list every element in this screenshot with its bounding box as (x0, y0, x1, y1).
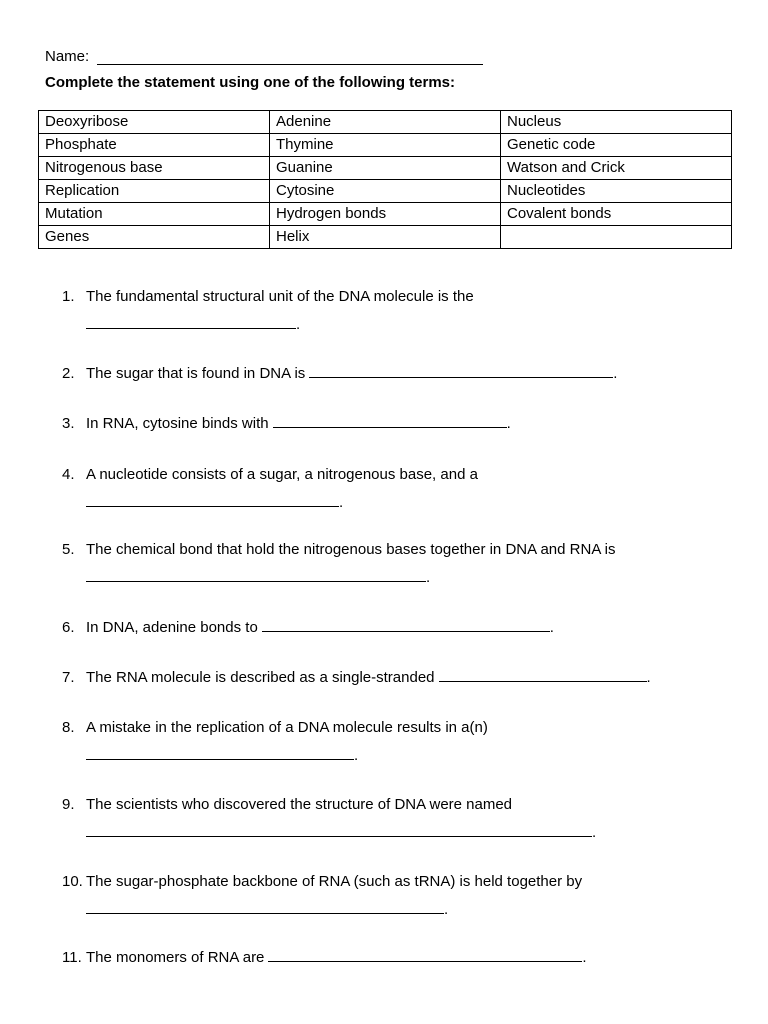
term-cell: Nucleotides (501, 180, 732, 203)
name-blank-line[interactable] (97, 50, 483, 65)
term-cell (501, 226, 732, 249)
question-7 (62, 667, 651, 688)
term-cell: Mutation (39, 203, 270, 226)
term-cell: Watson and Crick (501, 157, 732, 180)
answer-blank[interactable] (439, 667, 647, 682)
terms-table (38, 110, 732, 249)
question-9-answer-row (86, 822, 596, 843)
table-row (39, 226, 732, 249)
question-number: 9. (62, 796, 75, 813)
term-cell: Covalent bonds (501, 203, 732, 226)
question-10-answer-row (86, 899, 448, 920)
question-text: In DNA, adenine bonds to (86, 619, 258, 636)
term-cell: Nucleus (501, 111, 732, 134)
answer-blank[interactable] (273, 413, 507, 428)
question-9 (62, 795, 512, 815)
question-text: The scientists who discovered the structure of DNA were named (86, 796, 513, 813)
term-cell: Genes (39, 226, 270, 249)
term-cell: Replication (39, 180, 270, 203)
answer-blank[interactable] (86, 314, 296, 329)
table-row (39, 180, 732, 203)
answer-blank[interactable] (86, 492, 339, 507)
term-cell: Nitrogenous base (39, 157, 270, 180)
question-text: The chemical bond that hold the nitrogenous bases together in DNA and RNA is (86, 541, 616, 558)
question-number: 7. (62, 669, 75, 686)
question-number: 11. (62, 949, 82, 966)
question-1-answer-row (86, 314, 300, 335)
name-label: Name: (45, 48, 90, 65)
question-end: . (339, 494, 344, 511)
question-end: . (582, 949, 587, 966)
question-text: The sugar that is found in DNA is (86, 365, 306, 382)
question-text: A mistake in the replication of a DNA molecule results in a(n) (86, 719, 488, 736)
term-cell: Genetic code (501, 134, 732, 157)
instruction-heading: Complete the statement using one of the following terms: (45, 74, 456, 91)
term-cell: Hydrogen bonds (270, 203, 501, 226)
answer-blank[interactable] (86, 567, 426, 582)
question-number: 10. (62, 873, 83, 890)
question-end: . (296, 316, 301, 333)
question-text: The fundamental structural unit of the DNA molecule is the (86, 288, 474, 305)
answer-blank[interactable] (262, 617, 550, 632)
question-text: The RNA molecule is described as a single-stranded (86, 669, 435, 686)
question-number: 5. (62, 541, 75, 558)
question-number: 6. (62, 619, 75, 636)
table-row (39, 203, 732, 226)
question-end: . (592, 824, 597, 841)
question-text: The sugar-phosphate backbone of RNA (such as tRNA) is held together by (86, 873, 583, 890)
question-end: . (613, 365, 618, 382)
answer-blank[interactable] (86, 822, 592, 837)
question-end: . (444, 901, 449, 918)
question-text: A nucleotide consists of a sugar, a nitrogenous base, and a (86, 466, 478, 483)
term-cell: Helix (270, 226, 501, 249)
answer-blank[interactable] (268, 947, 582, 962)
question-end: . (549, 619, 554, 636)
question-number: 3. (62, 415, 75, 432)
term-cell: Cytosine (270, 180, 501, 203)
table-row (39, 111, 732, 134)
question-4-answer-row (86, 492, 343, 513)
answer-blank[interactable] (86, 899, 444, 914)
question-end: . (506, 415, 511, 432)
table-row (39, 157, 732, 180)
question-8-answer-row (86, 745, 358, 766)
term-cell: Deoxyribose (39, 111, 270, 134)
question-5-answer-row (86, 567, 430, 588)
question-end: . (354, 747, 359, 764)
question-number: 2. (62, 365, 75, 382)
question-6 (62, 617, 554, 638)
question-number: 4. (62, 466, 75, 483)
question-end: . (646, 669, 651, 686)
question-1 (62, 287, 474, 307)
question-5 (62, 540, 616, 560)
term-cell: Thymine (270, 134, 501, 157)
question-10 (62, 872, 582, 892)
question-end: . (426, 569, 431, 586)
question-3 (62, 413, 511, 434)
table-row (39, 134, 732, 157)
question-number: 8. (62, 719, 75, 736)
question-8 (62, 718, 488, 738)
term-cell: Guanine (270, 157, 501, 180)
term-cell: Phosphate (39, 134, 270, 157)
answer-blank[interactable] (309, 363, 613, 378)
name-field-row (45, 48, 483, 65)
question-text: In RNA, cytosine binds with (86, 415, 269, 432)
term-cell: Adenine (270, 111, 501, 134)
answer-blank[interactable] (86, 745, 354, 760)
question-number: 1. (62, 288, 75, 305)
question-11 (62, 947, 587, 968)
question-text: The monomers of RNA are (86, 949, 265, 966)
question-2 (62, 363, 617, 384)
question-4 (62, 465, 478, 485)
